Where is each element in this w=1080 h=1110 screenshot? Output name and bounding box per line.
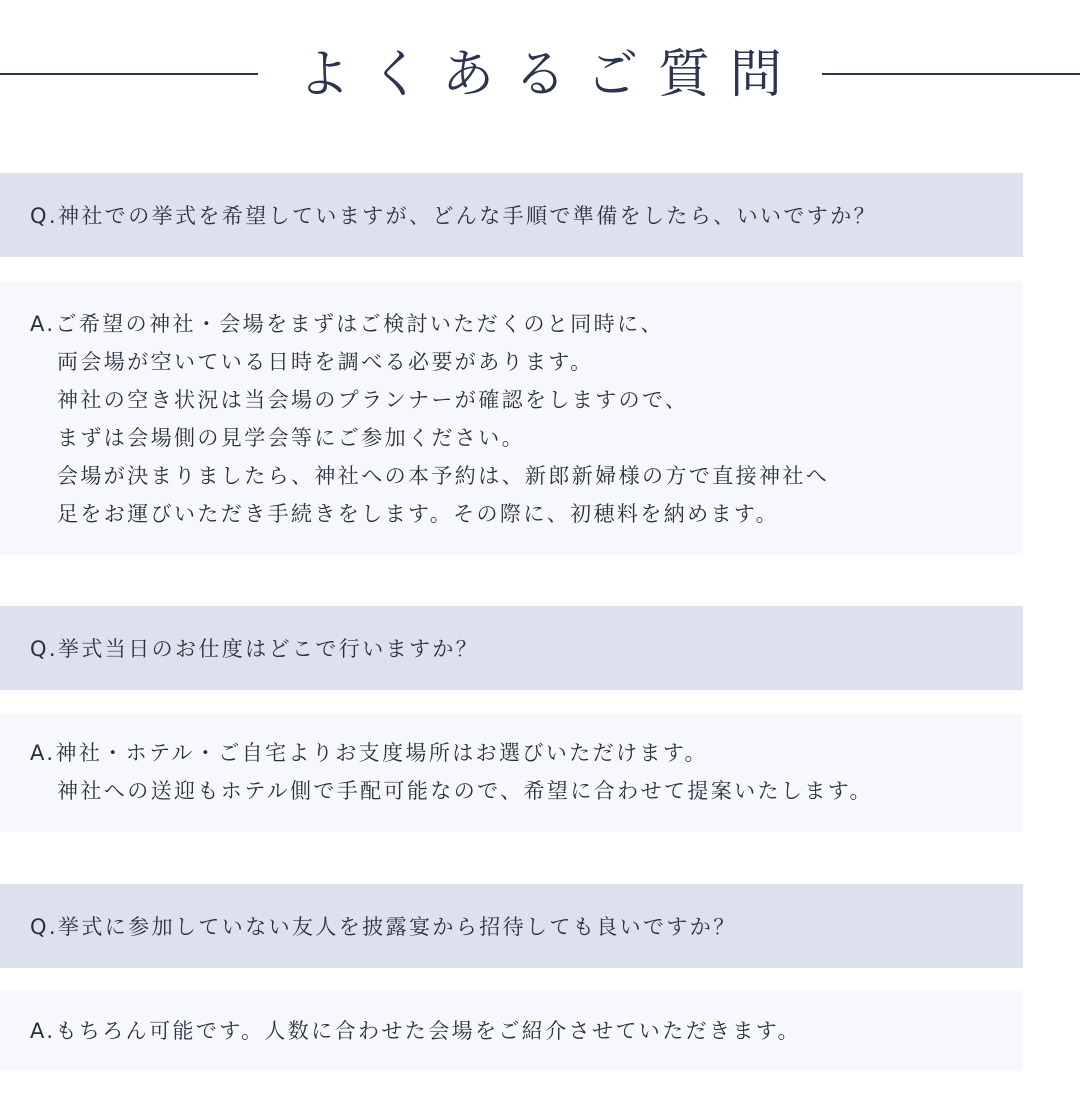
faq-answer-2 (0, 714, 1023, 832)
faq-answer-line: A.もちろん可能です。人数に合わせた会場をご紹介させていただきます。 (30, 1019, 801, 1043)
faq-question-text: Q.挙式当日のお仕度はどこで行いますか？ (30, 637, 480, 661)
page-header (0, 0, 1080, 150)
title-rule-right (822, 73, 1080, 75)
title-rule-left (0, 73, 258, 75)
faq-answer-line: 会場が決まりましたら、神社への本予約は、新郎新婦様の方で直接神社へ (57, 464, 830, 488)
faq-question-3[interactable] (0, 884, 1023, 968)
faq-answer-line: まずは会場側の見学会等にご参加ください。 (57, 426, 525, 450)
page-title: よくあるご質問 (297, 45, 802, 105)
faq-answer-line: 足をお運びいただき手続きをします。その際に、初穂料を納めます。 (57, 502, 780, 526)
faq-question-1[interactable] (0, 173, 1023, 257)
faq-answer-line: A.ご希望の神社・会場をまずはご検討いただくのと同時に、 (30, 312, 664, 336)
faq-question-2[interactable] (0, 606, 1023, 690)
faq-answer-line: 両会場が空いている日時を調べる必要があります。 (57, 350, 594, 374)
faq-answer-3 (0, 991, 1023, 1071)
faq-answer-line: 神社の空き状況は当会場のプランナーが確認をしますので、 (57, 388, 689, 412)
faq-answer-line: A.神社・ホテル・ご自宅よりお支度場所はお選びいただけます。 (30, 741, 708, 765)
faq-question-text: Q.挙式に参加していない友人を披露宴から招待しても良いですか？ (30, 915, 737, 939)
faq-question-text: Q.神社での挙式を希望していますが、どんな手順で準備をしたら、いいですか？ (30, 204, 878, 228)
faq-answer-line: 神社への送迎もホテル側で手配可能なので、希望に合わせて提案いたします。 (57, 779, 873, 803)
faq-answer-1 (0, 281, 1023, 555)
